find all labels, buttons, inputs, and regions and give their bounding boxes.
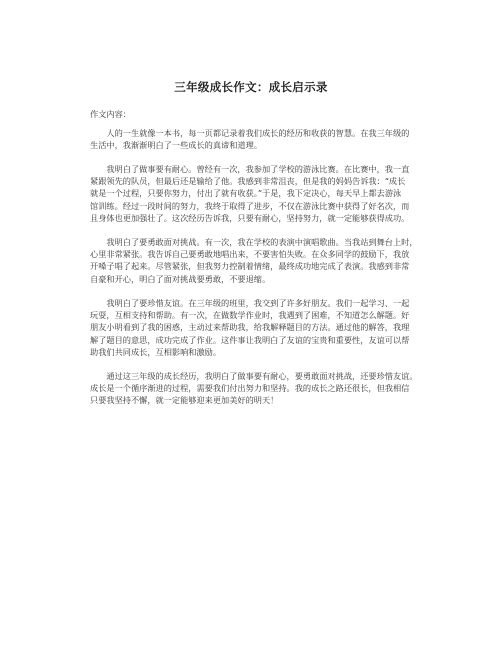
text-line: 成长是一个循序渐进的过程，需要我们付出努力和坚持。我的成长之路还很长，但我相信: [90, 383, 410, 394]
text-line: 我明白了做事要有耐心。曾经有一次，我参加了学校的游泳比赛。在比赛中，我一直: [90, 164, 410, 174]
text-line: 朋友小明看到了我的困惑，主动过来帮助我，给我解释题目的方法。通过他的解答，我理: [90, 322, 410, 333]
paragraph-intro: [90, 127, 412, 151]
text-line: 生活中，我渐渐明白了一些成长的真谛和道理。: [90, 140, 262, 151]
text-line: 通过这三年级的成长经历，我明白了做事要有耐心，要勇敢面对挑战，还要珍惜友谊。: [90, 371, 418, 381]
text-line: 解了题目的意思，成功完成了作业。这件事让我明白了友谊的宝贵和重要性，友谊可以帮: [90, 334, 410, 345]
paragraph-conclusion: [90, 370, 418, 407]
text-line: 玩耍，互相支持和帮助。有一次，在做数学作业时，我遇到了困难，不知道怎么解题。好: [90, 310, 410, 321]
text-line: 心里非常紧张。我告诉自己要勇敢地唱出来，不要害怕失败。在众多同学的鼓励下，我放: [90, 249, 410, 260]
text-line: 就是一个过程，只要你努力，付出了就有收获。”于是，我下定决心，每天早上都去游泳: [90, 188, 402, 199]
text-line: 紧跟领先的队员，但最后还是输给了他。我感到非常沮丧，但是我的妈妈告诉我：“成长: [90, 176, 406, 187]
text-line: 开嗓子唱了起来。尽管紧张，但我努力控制着情绪，最终成功地完成了表演。我感到非常: [90, 261, 410, 272]
text-line: 我明白了要勇敢面对挑战。有一次，我在学校的表演中演唱歌曲。当我站到舞台上时，: [90, 237, 418, 247]
document-title: 三年级成长作文：成长启示录: [174, 80, 328, 94]
text-line: 馆训练。经过一段时间的努力，我终于取得了进步，不仅在游泳比赛中获得了好名次，而: [90, 200, 410, 211]
text-line: 只要我坚持不懈，就一定能够迎来更加美好的明天！: [90, 395, 279, 406]
paragraph-friendship: [90, 297, 412, 358]
text-line: 助我们共同成长，互相影响和激励。: [90, 346, 222, 357]
text-line: 人的一生就像一本书，每一页都记录着我们成长的经历和收获的智慧。在我三年级的: [90, 128, 410, 138]
text-line: 且身体也更加强壮了。这次经历告诉我，只要有耐心，坚持努力，就一定能够获得成功。: [90, 212, 410, 223]
paragraph-patience: [90, 163, 412, 224]
text-line: 自豪和开心，明白了面对挑战要勇敢，不要退缩。: [90, 273, 271, 284]
paragraph-courage: [90, 236, 418, 285]
text-line: 我明白了要珍惜友谊。在三年级的班里，我交到了许多好朋友。我们一起学习、一起: [90, 298, 410, 308]
content-label: 作文内容：: [90, 109, 131, 119]
